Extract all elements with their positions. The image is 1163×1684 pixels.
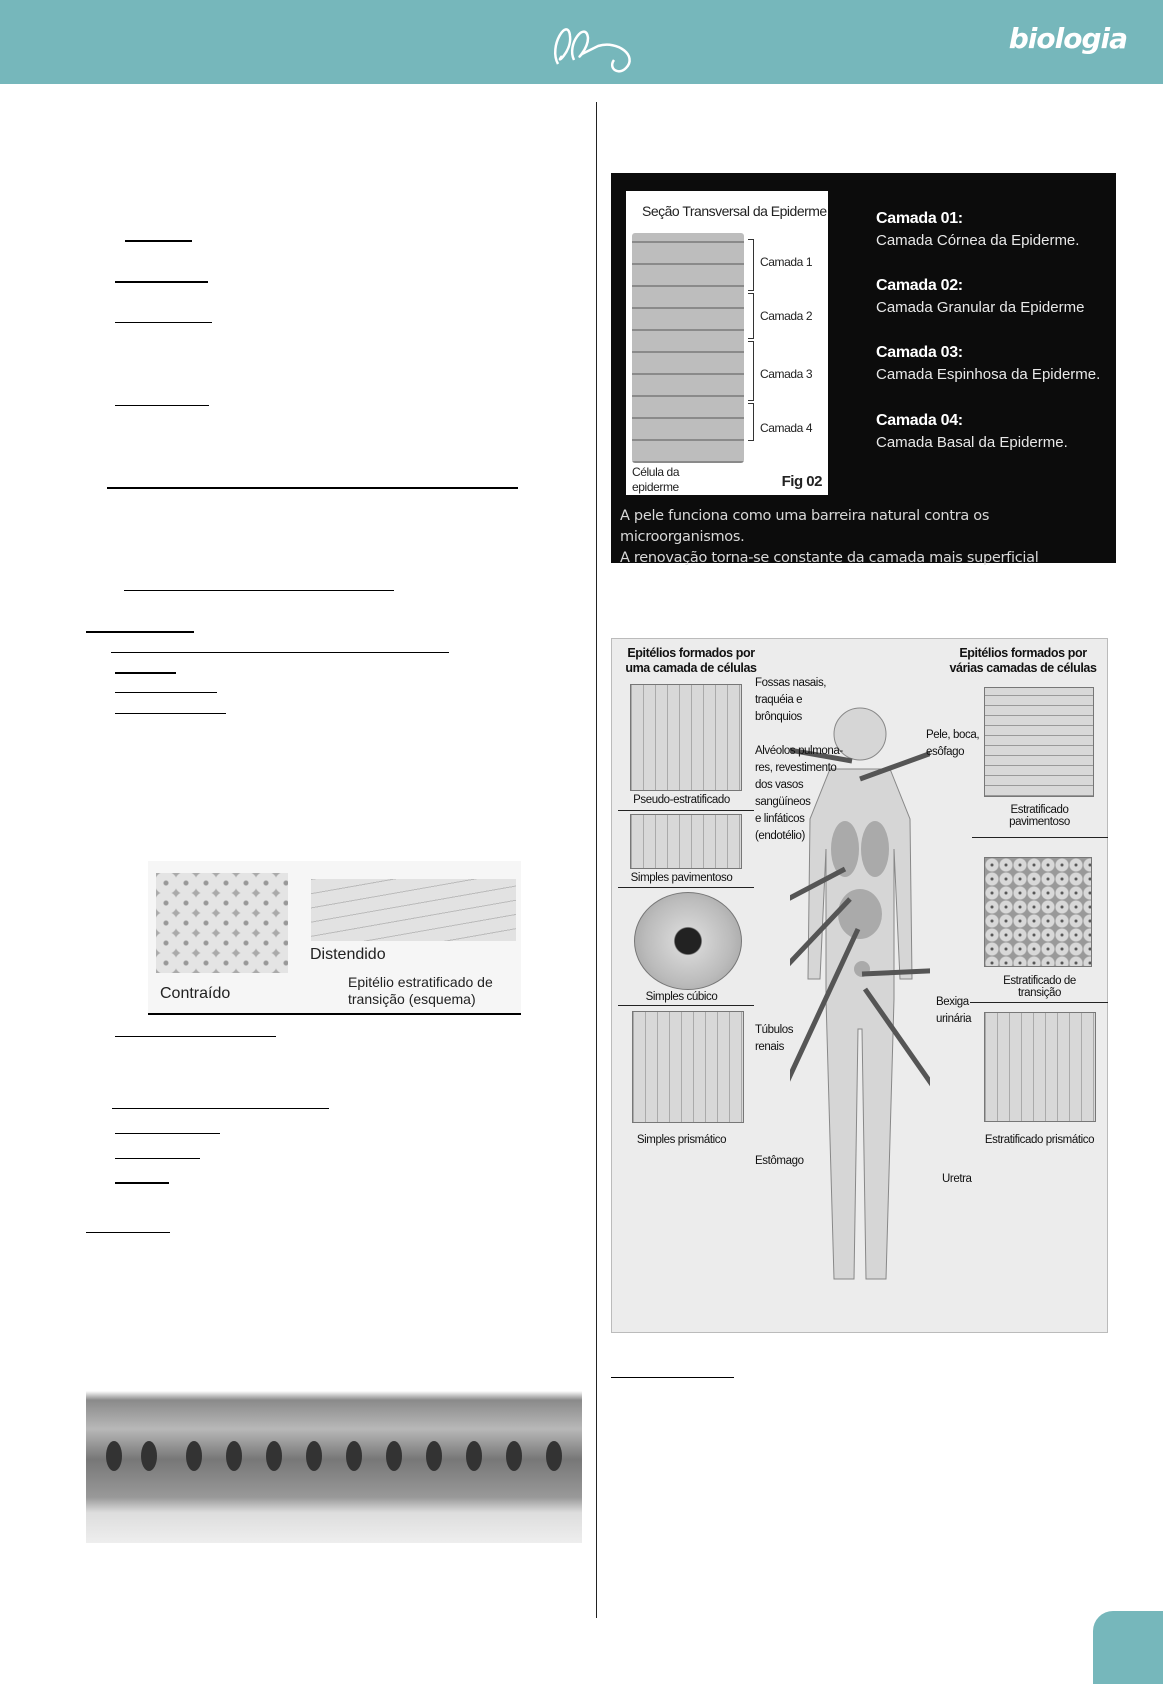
tissue-label: Simples pavimentoso [630,872,733,884]
subject-title: biologia [1008,22,1127,55]
transitional-illustration [984,857,1092,967]
underline [611,1377,734,1378]
tissue-label: Simples cúbico [645,991,718,1003]
underline [112,1108,329,1109]
epidermis-diagram [626,191,828,495]
transitional-epithelium-figure [148,861,521,1015]
underline [124,590,394,591]
pseudostratified-illustration [630,684,742,791]
tissue-label: Pseudo-estratificado [633,794,730,806]
underline [86,631,194,633]
figure-number: Fig 02 [781,473,822,490]
organ-label: Estômago [755,1155,804,1167]
underline [115,1182,169,1184]
column-divider [596,102,597,1618]
simple-columnar-illustration [632,1011,744,1123]
tissue-label: Simples prismático [636,1134,727,1146]
left-heading: Epitélios formados por uma camada de células [625,646,757,675]
epidermis-figure [611,173,1116,566]
underline [115,1133,220,1134]
organ-label: Alvéolos pulmona- res, revestimento dos vasos sangüíneos e linfáticos (endotélio) [755,745,843,842]
layer-description: Camada 02: Camada Granular da Epiderme [876,277,1085,316]
underline [86,1232,170,1233]
caption-line: Epitélio estratificado de [348,974,493,990]
underline [107,487,518,489]
underline [115,405,209,406]
page-number-tab [1093,1611,1163,1684]
simple-squamous-illustration [630,814,742,869]
underline [111,652,449,653]
underline [115,322,212,323]
layer-description: Camada 03: Camada Espinhosa da Epiderme. [876,344,1101,383]
cell-label: Célula da epiderme [632,465,680,494]
distended-illustration [311,879,516,941]
underline [115,672,176,674]
right-heading: Epitélios formados por várias camadas de células [949,646,1097,675]
squiggle-logo-icon [548,16,640,74]
underline [115,1158,200,1159]
underline [125,240,192,242]
epithelium-micrograph [86,1391,582,1543]
organ-label: Túbulos renais [755,1024,794,1053]
figure-footer: A pele funciona como uma barreira natural contra os microorganismos. A renovação torna-se constante da camada mais superficial [620,508,1039,566]
layer-label: Camada 2 [760,309,813,323]
distended-label: Distendido [310,946,386,963]
tissue-label: Estratificado prismático [984,1134,1095,1146]
epidermis-layers-illustration [632,233,744,463]
tissue-label: Estratificado pavimentoso [1009,804,1070,828]
simple-cuboidal-illustration [634,892,742,990]
layer-label: Camada 1 [760,255,813,269]
underline [115,281,208,283]
underline [115,713,226,714]
organ-label: Bexiga urinária [936,996,972,1025]
stratified-columnar-illustration [984,1012,1096,1122]
contracted-label: Contraído [160,985,231,1002]
layer-label: Camada 4 [760,421,813,435]
stratified-squamous-illustration [984,687,1094,797]
organ-label: Fossas nasais, traquéia e brônquios [755,677,827,723]
layer-description: Camada 01: Camada Córnea da Epiderme. [876,210,1080,249]
epithelia-types-figure [611,638,1108,1333]
diagram-title: Seção Transversal da Epiderme [642,203,827,219]
organ-label: Pele, boca, esôfago [926,729,980,758]
page-header [0,0,1163,84]
underline [115,692,217,693]
organ-label: Uretra [942,1173,972,1185]
underline [115,1036,276,1037]
layer-label: Camada 3 [760,367,813,381]
contracted-illustration [156,873,288,973]
tissue-label: Estratificado de transição [1003,975,1076,999]
layer-description: Camada 04: Camada Basal da Epiderme. [876,412,1068,451]
caption-line: transição (esquema) [348,991,476,1007]
